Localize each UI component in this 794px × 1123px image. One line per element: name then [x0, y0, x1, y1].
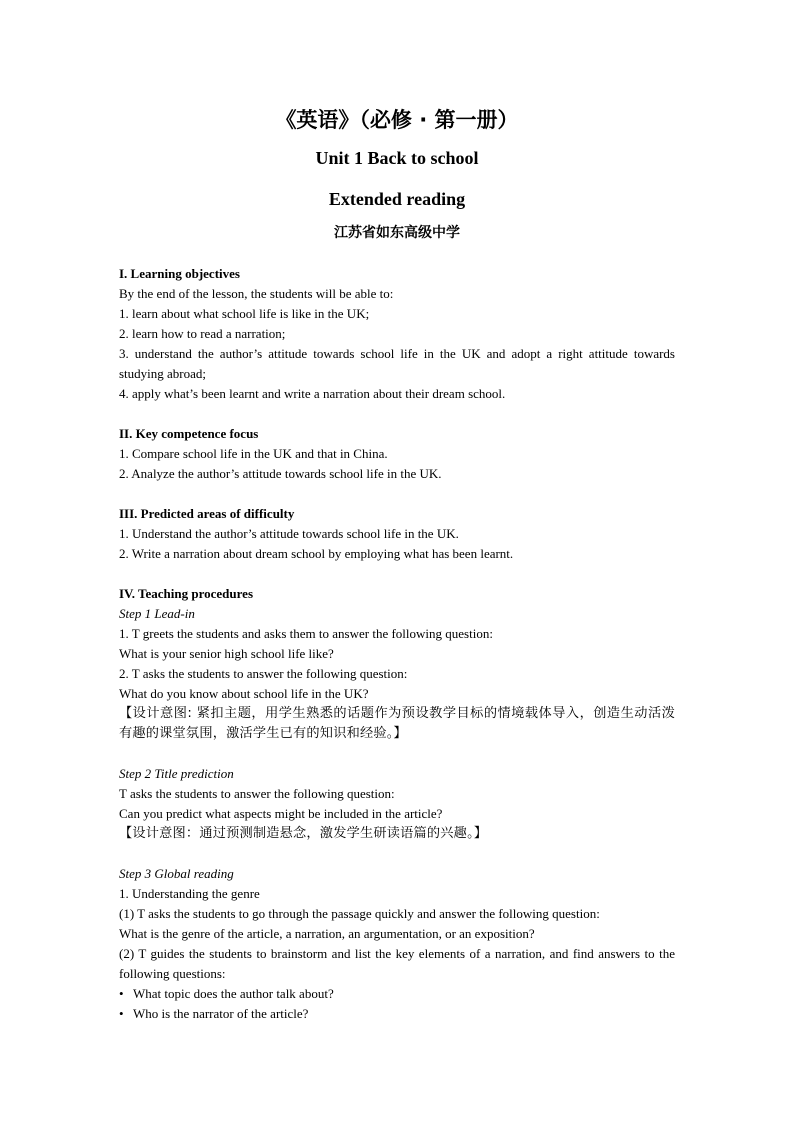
objective-item-1: 1. learn about what school life is like in the UK; [119, 306, 370, 321]
section-title: Extended reading [328, 189, 466, 209]
competence-item-1: 1. Compare school life in the UK and that in China. [119, 446, 388, 461]
step3-title: Step 3 Global reading [119, 866, 234, 881]
school-name: 江苏省如东高级中学 [334, 225, 460, 241]
spacer [119, 744, 675, 764]
spacer [119, 564, 675, 584]
step1-line-1: 1. T greets the students and asks them to answer the following question: [119, 626, 493, 641]
step3-line-3: What is the genre of the article, a narration, an argumentation, or an exposition? [119, 926, 535, 941]
competence-item-2: 2. Analyze the author’s attitude towards school life in the UK. [119, 466, 442, 481]
step1-title: Step 1 Lead-in [119, 606, 195, 621]
competence-heading: II. Key competence focus [119, 426, 259, 441]
difficulty-item-2: 2. Write a narration about dream school by employing what has been learnt. [119, 546, 514, 561]
spacer [119, 404, 675, 424]
step1-line-4: What do you know about school life in the UK? [119, 686, 369, 701]
bullet-text: Who is the narrator of the article? [133, 1006, 309, 1021]
bullet-icon: • [119, 986, 124, 1001]
difficulty-heading: III. Predicted areas of difficulty [119, 506, 295, 521]
bullet-icon: • [119, 1006, 124, 1021]
bullet-text: What topic does the author talk about? [133, 986, 334, 1001]
objective-item-4: 4. apply what’s been learnt and write a narration about their dream school. [119, 386, 506, 401]
procedures-heading: IV. Teaching procedures [119, 586, 254, 601]
step3-line-4: (2) T guides the students to brainstorm and list the key elements of a narration, and find answers to the following questions: [119, 946, 675, 981]
step1-line-2: What is your senior high school life like? [119, 646, 334, 661]
step2-line-1: T asks the students to answer the following question: [119, 786, 395, 801]
step3-line-2: (1) T asks the students to go through the passage quickly and answer the following question: [119, 906, 600, 921]
step3-line-1: 1. Understanding the genre [119, 886, 260, 901]
unit-title: Unit 1 Back to school [315, 148, 479, 168]
objectives-intro: By the end of the lesson, the students will be able to: [119, 286, 394, 301]
objective-item-2: 2. learn how to read a narration; [119, 326, 286, 341]
spacer [119, 484, 675, 504]
step1-line-3: 2. T asks the students to answer the following question: [119, 666, 408, 681]
objectives-heading: I. Learning objectives [119, 266, 240, 281]
spacer [119, 844, 675, 864]
step3-bullet-item-2 [119, 1004, 675, 1024]
step2-design-note: 【设计意图：通过预测制造悬念，激发学生研读语篇的兴趣。】 [119, 826, 488, 841]
difficulty-item-1: 1. Understand the author’s attitude towards school life in the UK. [119, 526, 459, 541]
book-title: 《英语》（必修 · 第一册） [275, 108, 519, 132]
step1-design-note: 【设计意图: 紧扣主题，用学生熟悉的话题作为预设教学目标的情境载体导入，创造生动活泼有趣的课堂氛围，激活学生已有的知识和经验。】 [119, 706, 675, 741]
step2-title: Step 2 Title prediction [119, 766, 234, 781]
step2-line-2: Can you predict what aspects might be included in the article? [119, 806, 443, 821]
step3-bullet-item-1 [119, 984, 675, 1004]
document-body [119, 264, 675, 1024]
objective-item-3: 3. understand the author’s attitude towards school life in the UK and adopt a right attitude towards studying abroad; [119, 346, 675, 381]
